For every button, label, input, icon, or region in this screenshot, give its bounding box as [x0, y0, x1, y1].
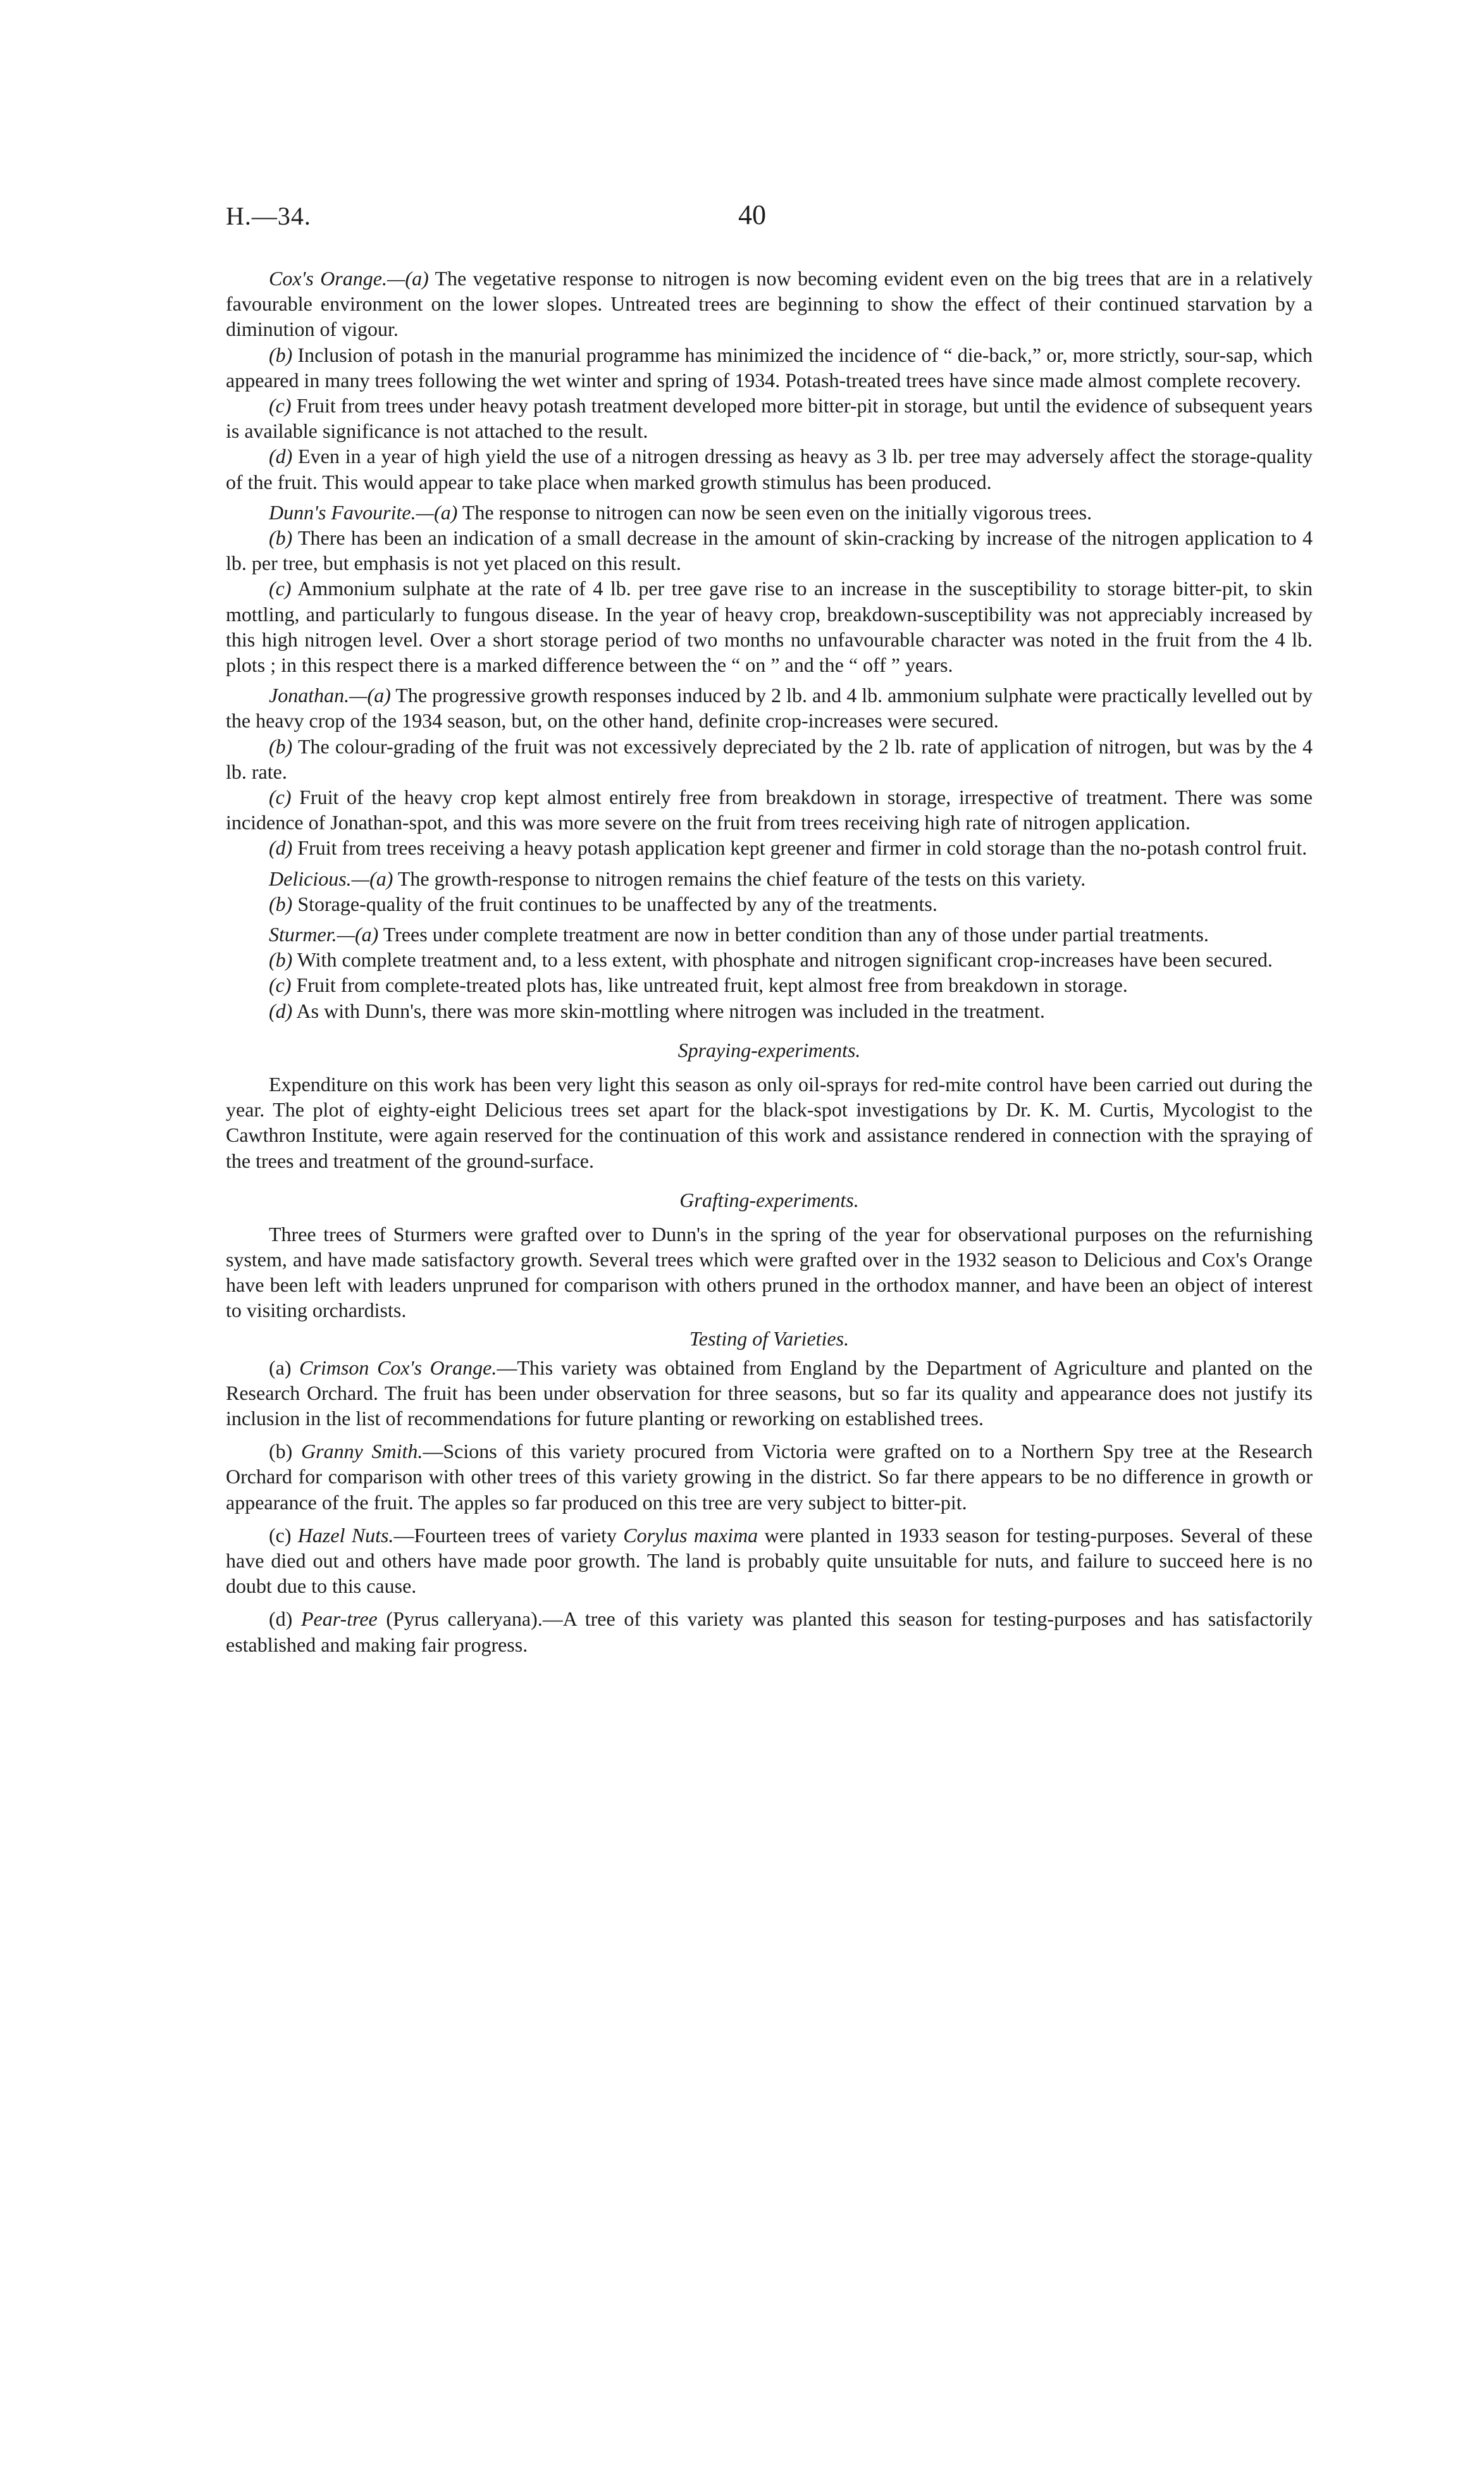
paragraph-text: Trees under complete treatment are now in better condition than any of those under partial treatments.: [378, 923, 1209, 946]
item-label: (c): [269, 1523, 292, 1547]
paragraph-sturmer-c: [226, 972, 1313, 998]
paragraph-variety-c: [226, 1523, 1313, 1599]
paragraph-text: Fruit from trees receiving a heavy potash application kept greener and firmer in cold storage than the no-potash control fruit.: [292, 836, 1308, 860]
paragraph-text: were planted in 1933 season for testing-purposes. Several of these have died out and others have made poor growth. The land is probably quite unsuitable for nuts, and failure to succeed here is no doubt due to this cause.: [226, 1523, 1313, 1598]
paragraph-text: Storage-quality of the fruit continues to be unaffected by any of the treatments.: [292, 892, 937, 915]
paragraph-grafting: Three trees of Sturmers were grafted over to Dunn's in the spring of the year for observational purposes on the refurnishing system, and have made satisfactory growth. Several trees which were grafted over in the 1932 season to Delicious and Cox's Orange have been left with leaders unpruned for comparison with others pruned in the orthodox manner, and have been an object of interest to visiting orchardists.: [226, 1222, 1313, 1322]
paragraph-text: There has been an indication of a small decrease in the amount of skin-cracking by increase of the nitrogen application to 4 lb. per tree, but emphasis is not yet placed on this result.: [226, 526, 1313, 575]
variety-name: Crimson Cox's Orange.: [291, 1356, 497, 1379]
variety-title-cox: Cox's Orange.: [269, 267, 387, 290]
paragraph-variety-b: [226, 1438, 1313, 1515]
item-label: (d): [269, 445, 293, 468]
variety-name: Granny Smith.: [292, 1440, 423, 1463]
paragraph-text: The vegetative response to nitrogen is now becoming evident even on the big trees that are in a relatively favourable environment on the lower slopes. Untreated trees are beginning to show the effect of their continued starvation by a diminution of vigour.: [226, 267, 1313, 341]
paragraph-text: Inclusion of potash in the manurial programme has minimized the incidence of “ die-back,” or, more strictly, sour-sap, which appeared in many trees following the wet winter and spring of 1934. Potash-treated trees have since made almost complete recovery.: [226, 343, 1313, 392]
page-body: [226, 266, 1313, 1657]
paragraph-jonathan-b: [226, 734, 1313, 784]
paragraph-dunn-c: [226, 576, 1313, 677]
paragraph-text: —This variety was obtained from England by the Department of Agriculture and planted on the Research Orchard. The fruit has been under observation for three seasons, but so far its quality and appearance does not justify its inclusion in the list of recommendations for future planting or reworking on established trees.: [226, 1356, 1313, 1430]
variety-title-sturmer: Sturmer.: [269, 923, 337, 946]
paragraph-sturmer-d: [226, 998, 1313, 1023]
paragraph-sturmer-b: [226, 947, 1313, 972]
paragraph-delicious-b: [226, 891, 1313, 917]
paragraph-dunn-b: [226, 525, 1313, 576]
item-label: (c): [269, 786, 292, 809]
paragraph-variety-d: [226, 1606, 1313, 1657]
paragraph-text: The response to nitrogen can now be seen even on the initially vigorous trees.: [457, 500, 1092, 524]
paragraph-jonathan-d: [226, 835, 1313, 860]
paragraph-cox-c: [226, 393, 1313, 443]
item-label: —(a): [386, 267, 429, 290]
item-label: —(a): [351, 867, 393, 890]
item-label: (c): [269, 577, 292, 600]
paragraph-cox-a: [226, 266, 1313, 342]
page-header: [226, 201, 1314, 239]
section-heading-varieties: Testing of Varieties.: [689, 1326, 850, 1350]
item-label: —(a): [337, 923, 379, 946]
species-name: Corylus maxima: [623, 1523, 758, 1547]
paragraph-text: Fruit from complete-treated plots has, like untreated fruit, kept almost free from breakdown in storage.: [291, 974, 1128, 997]
item-label: (d): [269, 836, 293, 860]
paragraph-sturmer-a: [226, 922, 1313, 947]
document-reference: H.—34.: [226, 202, 311, 230]
item-label: (a): [269, 1356, 292, 1379]
item-label: —(a): [349, 684, 391, 707]
paragraph-text: —Scions of this variety procured from Victoria were grafted on to a Northern Spy tree at the Research Orchard for comparison with other trees of this variety growing in the district. So far there appears to be no difference in growth or appearance of the fruit. The apples so far produced on this tree are very subject to bitter-pit.: [226, 1440, 1313, 1514]
paragraph-text: Fruit from trees under heavy potash treatment developed more bitter-pit in storage, but until the evidence of subsequent years is available significance is not attached to the result.: [226, 394, 1313, 443]
variety-title-delicious: Delicious.: [269, 867, 352, 890]
paragraph-text: The progressive growth responses induced by 2 lb. and 4 lb. ammonium sulphate were practically levelled out by the heavy crop of the 1934 season, but, on the other hand, definite crop-increases were secured.: [226, 684, 1313, 733]
item-label: (b): [269, 1440, 293, 1463]
page-number: 40: [738, 199, 766, 230]
paragraph-text: With complete treatment and, to a less extent, with phosphate and nitrogen significant crop-increases have been secured.: [292, 948, 1273, 972]
variety-title-dunn: Dunn's Favourite.: [269, 500, 416, 524]
paragraph-text: —Fourteen trees of variety: [393, 1523, 624, 1547]
paragraph-cox-d: [226, 443, 1313, 494]
item-label: (c): [269, 974, 292, 997]
item-label: —(a): [416, 500, 458, 524]
paragraph-jonathan-a: [226, 683, 1313, 733]
paragraph-jonathan-c: [226, 784, 1313, 835]
paragraph-text: The growth-response to nitrogen remains the chief feature of the tests on this variety.: [393, 867, 1086, 890]
paragraph-text: Fruit of the heavy crop kept almost entirely free from breakdown in storage, irrespective of treatment. There was some incidence of Jonathan-spot, and this was more severe on the fruit from trees receiving high rate of nitrogen application.: [226, 786, 1313, 834]
variety-title-jonathan: Jonathan.: [269, 684, 350, 707]
item-label: (b): [269, 892, 293, 915]
paragraph-spraying: Expenditure on this work has been very light this season as only oil-sprays for red-mite control have been carried out during the year. The plot of eighty-eight Delicious trees set apart for the black-spot investigations by Dr. K. M. Curtis, Mycologist to the Cawthron Institute, were again reserved for the continuation of this work and assistance rendered in connection with the spraying of the trees and treatment of the ground-surface.: [226, 1072, 1313, 1172]
paragraph-text: (Pyrus calleryana).—A tree of this variety was planted this season for testing-purposes and has satisfactorily established and making fair progress.: [226, 1607, 1313, 1656]
paragraph-text: Ammonium sulphate at the rate of 4 lb. per tree gave rise to an increase in the susceptibility to storage bitter-pit, to skin mottling, and particularly to fungous disease. In the year of heavy crop, breakdown-susceptibility was not appreciably increased by this high nitrogen level. Over a short storage period of two months no unfavourable character was noted in the fruit from the 4 lb. plots ; in this respect there is a marked difference between the “ on ” and the “ off ” years.: [226, 577, 1313, 677]
section-heading-grafting: Grafting-experiments.: [679, 1188, 859, 1211]
item-label: (b): [269, 526, 293, 550]
paragraph-variety-a: [226, 1355, 1313, 1431]
paragraph-text: Even in a year of high yield the use of a nitrogen dressing as heavy as 3 lb. per tree may adversely affect the storage-quality of the fruit. This would appear to take place when marked growth stimulus has been produced.: [226, 445, 1313, 493]
paragraph-text: The colour-grading of the fruit was not excessively depreciated by the 2 lb. rate of application of nitrogen, but was by the 4 lb. rate.: [226, 734, 1313, 783]
item-label: (b): [269, 734, 293, 758]
paragraph-delicious-a: [226, 866, 1313, 891]
item-label: (b): [269, 948, 293, 972]
variety-name: Pear-tree: [292, 1607, 378, 1631]
item-label: (d): [269, 999, 293, 1022]
paragraph-text: As with Dunn's, there was more skin-mottling where nitrogen was included in the treatment.: [292, 999, 1045, 1022]
item-label: (d): [269, 1607, 293, 1631]
section-heading-spraying: Spraying-experiments.: [677, 1038, 861, 1061]
variety-name: Hazel Nuts.: [291, 1523, 394, 1547]
paragraph-cox-b: [226, 342, 1313, 393]
paragraph-dunn-a: [226, 500, 1313, 525]
item-label: (b): [269, 343, 293, 366]
item-label: (c): [269, 394, 292, 417]
